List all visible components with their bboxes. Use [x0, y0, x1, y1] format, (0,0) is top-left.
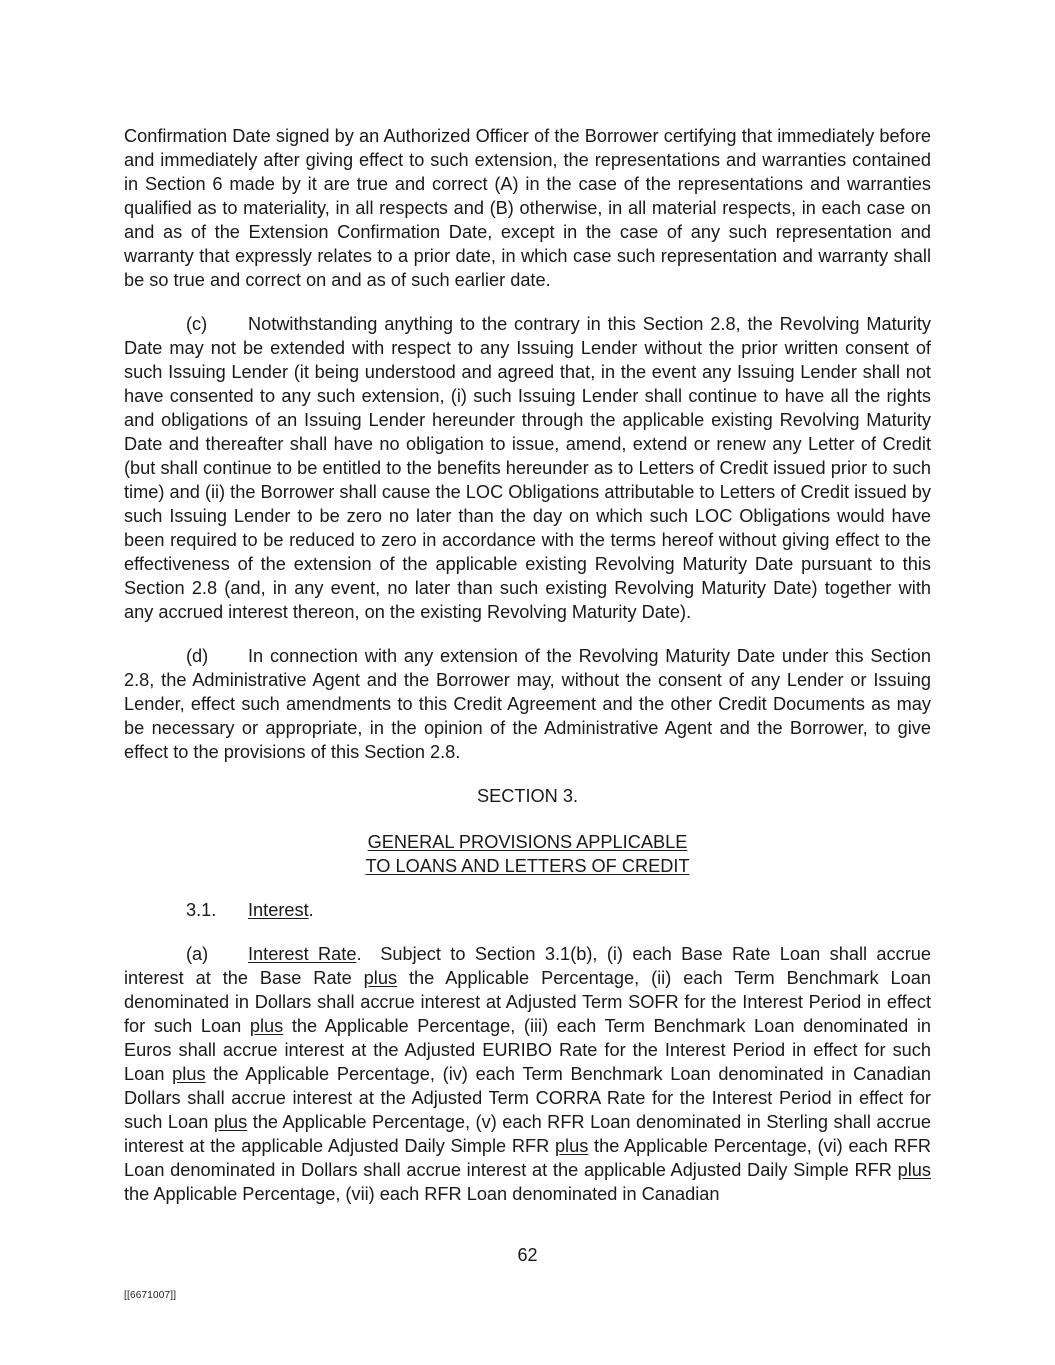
- paragraph-a-text-6: the Applicable Percentage, (vi) each RFR Loan denominated in Dollars shall accrue interest at the applicable Adjusted Daily Simple RFR: [124, 1136, 931, 1180]
- subsection-title: Interest: [248, 900, 309, 920]
- paragraph-a-text-2: the Applicable Percentage, (ii) each Term Benchmark Loan denominated in Dollars shall accrue interest at Adjusted Term SOFR for the Interest Period in effect for such Loan: [124, 968, 932, 1036]
- plus-term: plus: [213, 1112, 248, 1132]
- section-title-line-1: GENERAL PROVISIONS APPLICABLE: [367, 832, 688, 852]
- paragraph-a: (a) Interest Rate. Subject to Section 3.1(b), (i) each Base Rate Loan shall accrue interest at the Base Rate plus the Applicable Percentage, (ii) each Term Benchmark Loan denominated in Dollars shall accrue interest at Adjusted Term SOFR for the Interest Period in effect for such Loan plus the Applicable Percentage, (iii) each Term Benchmark Loan denominated in Euros shall accrue interest at the Adjusted EURIBO Rate for the Interest Period in effect for such Loan plus the Applicable Percentage, (iv) each Term Benchmark Loan denominated in Canadian Dollars shall accrue interest at the Adjusted Term CORRA Rate for the Interest Period in effect for such Loan plus the Applicable Percentage, (v) each RFR Loan denominated in Sterling shall accrue interest at the applicable Adjusted Daily Simple RFR plus the Applicable Percentage, (vi) each RFR Loan denominated in Dollars shall accrue interest at the applicable Adjusted Daily Simple RFR plus the Applicable Percentage, (vii) each RFR Loan denominated in Canadian: [124, 944, 932, 1204]
- section-heading: SECTION 3.: [476, 786, 579, 806]
- paragraph-a-heading: Interest Rate: [248, 944, 357, 964]
- paragraph-a-text-7: the Applicable Percentage, (vii) each RFR Loan denominated in Canadian: [124, 1184, 720, 1204]
- document-body: [124, 124, 931, 1206]
- paragraph-c-text: Notwithstanding anything to the contrary in this Section 2.8, the Revolving Maturity Date may not be extended with respect to any Issuing Lender without the prior written consent of such Issuing Lender (it being understood and agreed that, in the event any Issuing Lender shall not have consented to any such extension, (i) such Issuing Lender shall continue to have all the rights and obligations of an Issuing Lender hereunder through the applicable existing Revolving Maturity Date and thereafter shall have no obligation to issue, amend, extend or renew any Letter of Credit (but shall continue to be entitled to the benefits hereunder as to Letters of Credit issued prior to such time) and (ii) the Borrower shall cause the LOC Obligations attributable to Letters of Credit issued by such Issuing Lender to be zero no later than the day on which such LOC Obligations would have been required to be reduced to zero in accordance with the terms hereof without giving effect to the effectiveness of the extension of the applicable existing Revolving Maturity Date pursuant to this Section 2.8 (and, in any event, no later than such existing Revolving Maturity Date) together with any accrued interest thereon, on the existing Revolving Maturity Date).: [124, 314, 931, 622]
- paragraph-a-label: (a): [186, 944, 209, 964]
- plus-term: plus: [363, 968, 398, 988]
- plus-term: plus: [172, 1064, 206, 1084]
- document-id: [[6671007]]: [124, 1290, 177, 1301]
- plus-term: plus: [249, 1016, 284, 1036]
- paragraph-d-text: In connection with any extension of the Revolving Maturity Date under this Section 2.8, the Administrative Agent and the Borrower may, without the consent of any Lender or Issuing Lender, effect such amendments to this Credit Agreement and the other Credit Documents as may be necessary or appropriate, in the opinion of the Administrative Agent and the Borrower, to give effect to the provisions of this Section 2.8.: [124, 646, 931, 762]
- paragraph-d-label: (d): [186, 646, 209, 666]
- subsection-number: 3.1.: [186, 900, 217, 920]
- section-title-line-2: TO LOANS AND LETTERS OF CREDIT: [365, 856, 690, 876]
- page-number: 62: [517, 1245, 538, 1265]
- paragraph-a-text-1: Subject to Section 3.1(b), (i) each Base Rate Loan shall accrue interest at the Base Rate: [124, 944, 931, 988]
- plus-term: plus: [897, 1160, 931, 1180]
- paragraph-a-text-3: the Applicable Percentage, (iii) each Term Benchmark Loan denominated in Euros shall accrue interest at the Adjusted EURIBO Rate for the Interest Period in effect for such Loan: [124, 1016, 931, 1084]
- paragraph-a-text-4: the Applicable Percentage, (iv) each Term Benchmark Loan denominated in Canadian Dollars shall accrue interest at the Adjusted Term CORRA Rate for the Interest Period in effect for such Loan: [124, 1064, 932, 1132]
- paragraph-a-text-5: the Applicable Percentage, (v) each RFR Loan denominated in Sterling shall accrue interest at the applicable Adjusted Daily Simple RFR: [124, 1112, 932, 1156]
- subsection-heading: 3.1. Interest.: [186, 900, 314, 920]
- paragraph-c-label: (c): [186, 314, 208, 334]
- paragraph-d: [124, 644, 931, 764]
- paragraph-continuation: Confirmation Date signed by an Authorized Officer of the Borrower certifying that immediately before and immediately after giving effect to such extension, the representations and warranties contained in Section 6 made by it are true and correct (A) in the case of the representations and warranties qualified as to materiality, in all respects and (B) otherwise, in all material respects, in each case on and as of the Extension Confirmation Date, except in the case of any such representation and warranty that expressly relates to a prior date, in which case such representation and warranty shall be so true and correct on and as of such earlier date.: [124, 126, 931, 290]
- plus-term: plus: [554, 1136, 589, 1156]
- section-title: [124, 830, 931, 878]
- paragraph-c: [124, 312, 931, 624]
